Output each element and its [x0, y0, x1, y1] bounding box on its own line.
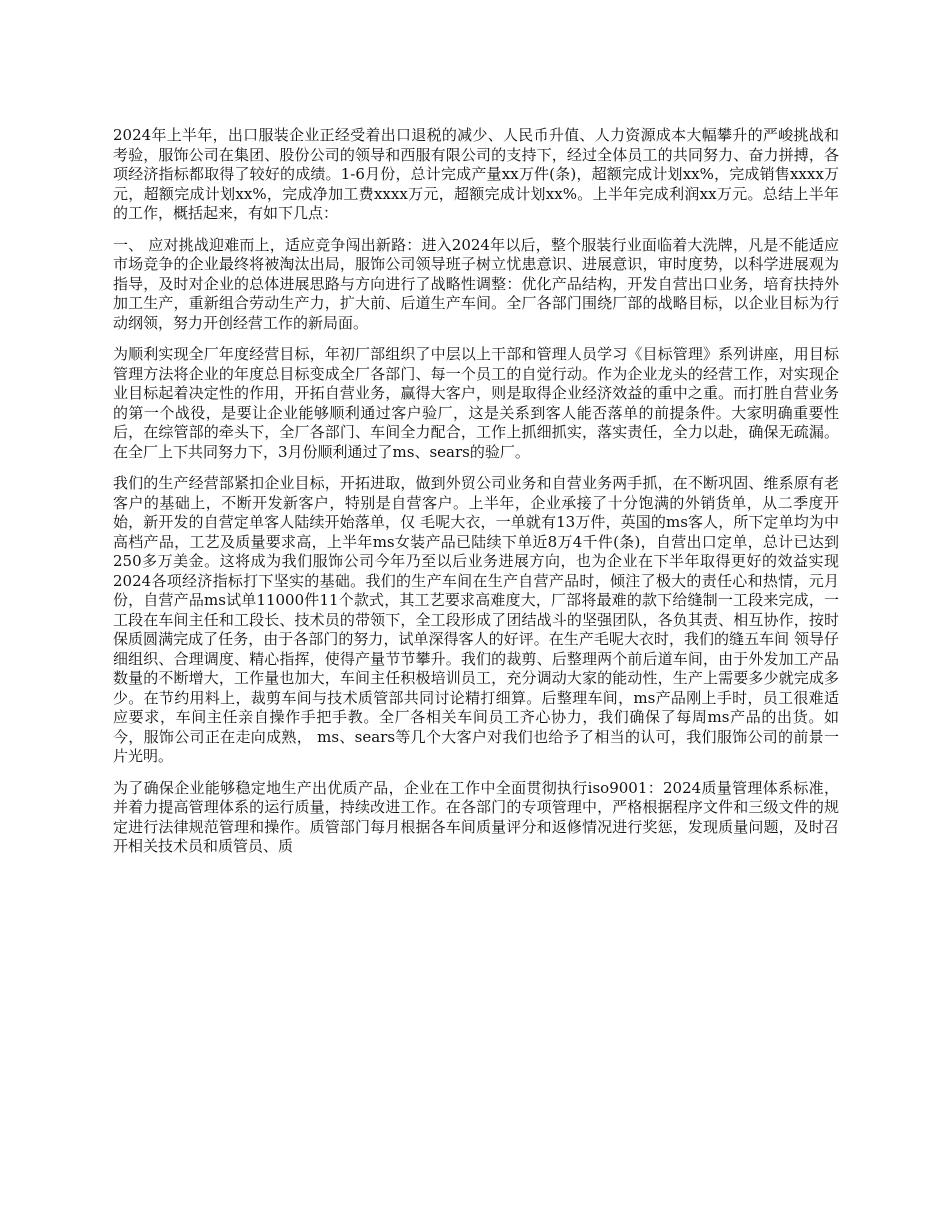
paragraph-production-operations: 我们的生产经营部紧扣企业目标，开拓进取，做到外贸公司业务和自营业务两手抓，在不断巩固、维系原有老客户的基础上，不断开发新客户，特别是自营客户。上半年，企业承接了十分饱满的外销货单，从二季度开始，新开发的自营定单客人陆续开始落单，仅 毛呢大衣，一单就有13万件，英国的ms客人，所下定单均为中高档产品，工艺及质量要求高，上半年ms女装产品已陆续下单近8万4千件(条)，自营出口定单，总计已达到250多万美金。这将成为我们服饰公司今年乃至以后业务进展方向，也为企业在下半年取得更好的效益实现2024各项经济指标打下坚实的基础。我们的生产车间在生产自营产品时，倾注了极大的责任心和热情，元月份，自营产品ms试单11000件11个款式，其工艺要求高难度大，厂部将最难的款下给缝制一工段来完成，一工段在车间主任和工段长、技术员的带领下，全工段形成了团结战斗的坚强团队，各负其责、相互协作，按时保质圆满完成了任务，由于各部门的努力，试单深得客人的好评。在生产毛呢大衣时，我们的缝五车间 领导仔细组织、合理调度、精心指挥，使得产量节节攀升。我们的裁剪、后整理两个前后道车间，由于外发加工产品数量的不断增大，工作量也加大，车间主任积极培训员工，充分调动大家的能动性，生产上需要多少就完成多少。在节约用料上，裁剪车间与技术质管部共同讨论精打细算。后整理车间，ms产品刚上手时，员工很难适应要求，车间主任亲自操作手把手教。全厂各相关车间员工齐心协力，我们确保了每周ms产品的出货。如今，服饰公司正在走向成熟， ms、sears等几个大客户对我们也给予了相当的认可，我们服饰公司的前景一片光明。: [113, 474, 839, 765]
paragraph-target-management: 为顺利实现全厂年度经营目标，年初厂部组织了中层以上干部和管理人员学习《目标管理》系列讲座，用目标管理方法将企业的年度总目标变成全厂各部门、每一个员工的自觉行动。作为企业龙头的经营工作，对实现企业目标起着决定性的作用，开拓自营业务，赢得大客户，则是取得企业经济效益的重中之重。而打胜自营业务的第一个战役，是要让企业能够顺利通过客户验厂，这是关系到客人能否落单的前提条件。大家明确重要性后，在综管部的牵头下，全厂各部门、车间全力配合，工作上抓细抓实，落实责任，全力以赴，确保无疏漏。在全厂上下共同努力下，3月份顺利通过了ms、sears的验厂。: [113, 345, 839, 461]
paragraph-quality-management: 为了确保企业能够稳定地生产出优质产品，企业在工作中全面贯彻执行iso9001：2024质量管理体系标准，并着力提高管理体系的运行质量，持续改进工作。在各部门的专项管理中，严格根据程序文件和三级文件的规定进行法律规范管理和操作。质管部门每月根据各车间质量评分和返修情况进行奖惩，发现质量问题，及时召开相关技术员和质管员、质: [113, 778, 839, 855]
paragraph-section-one: 一、 应对挑战迎难而上，适应竞争闯出新路：进入2024年以后，整个服装行业面临着大洗牌，凡是不能适应市场竞争的企业最终将被淘汰出局，服饰公司领导班子树立忧患意识、进展意识，审时度势，以科学进展观为指导，及时对企业的总体进展思路与方向进行了战略性调整：优化产品结构，开发自营出口业务，培育扶持外加工生产，重新组合劳动生产力，扩大前、后道生产车间。全厂各部门围绕厂部的战略目标，以企业目标为行动纲领，努力开创经营工作的新局面。: [113, 235, 839, 332]
document-body: [113, 126, 839, 869]
paragraph-intro: 2024年上半年，出口服装企业正经受着出口退税的减少、人民币升值、人力资源成本大幅攀升的严峻挑战和考验，服饰公司在集团、股份公司的领导和西服有限公司的支持下，经过全体员工的共同努力、奋力拼搏，各项经济指标都取得了较好的成绩。1-6月份，总计完成产量xx万件(条)，超额完成计划xx%，完成销售xxxx万元，超额完成计划xx%，完成净加工费xxxx万元，超额完成计划xx%。上半年完成利润xx万元。总结上半年的工作，概括起来，有如下几点：: [113, 126, 839, 222]
